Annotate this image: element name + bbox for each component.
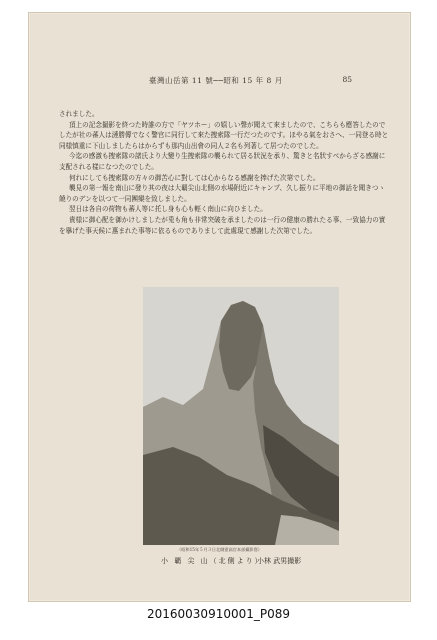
mountain-photo <box>143 287 339 545</box>
photo-photographer: 小林 武男撮影 <box>257 557 302 565</box>
page-number: 85 <box>342 75 352 84</box>
mountain-illustration <box>143 287 339 545</box>
photo-credit: （昭和15年５月３日北側霊高官本部撮影寫） <box>177 547 262 552</box>
page-header <box>29 75 410 89</box>
photo-caption-title: 小 覇 尖 山（北側より） <box>161 557 264 565</box>
paragraph: 頂上の記念撮影を終つた時誰の方で「ヤツホー」の嬉しい聲が聞えて來ましたので、こちらも應答したのでしたが社の蕃人は漣勝傳でなく警官に同行して來た捜索隊一行だつたのです。ほやる氣をおさへ、一同登る時と同様慎重に下山しましたらはからずも那内山出會の同人２名も列著して居つたのでした。 <box>59 120 389 150</box>
paragraph: 貴様に御心配を御かけしましたが兎も角も非常突破を承ましたのは一行の健康の勝れたる事、一致協力の實を擧げた事天候に惠まれた事等に依るものでありまして此處現て感謝した次第でした。 <box>59 215 386 235</box>
paragraph: 何れにしても捜索隊の方々の御苦心に對しては心からなる感謝を捧げた次第でした。 <box>69 173 320 182</box>
archive-id-label: 20160030910001_P089 <box>146 607 291 621</box>
paragraph: 今迄の感激も捜索隊の諸氏より大變り生捜索隊の襲られて居る狀況を承り、驚きと名狀すべからざる感謝に支配される樣になつたのでした。 <box>59 152 386 171</box>
paragraph: 翌日は各自の荷物も蕃人等に托し身も心も輕く南山に向ひました。 <box>69 205 267 214</box>
paragraph: 襲見の第一報を南山に發り其の夜は大覇尖山北側の水場附近にキャンプ、久し振りに平地の御話を聞きつゝ饒りのデンを以つて一同團欒を致しました。 <box>59 184 385 203</box>
photo-caption-line <box>29 556 410 568</box>
journal-header-title: 臺灣山岳第 11 號──昭和 15 年 8 月 <box>149 76 283 85</box>
article-body <box>59 109 389 236</box>
paragraph: されました。 <box>59 110 99 118</box>
document-page <box>28 12 411 602</box>
